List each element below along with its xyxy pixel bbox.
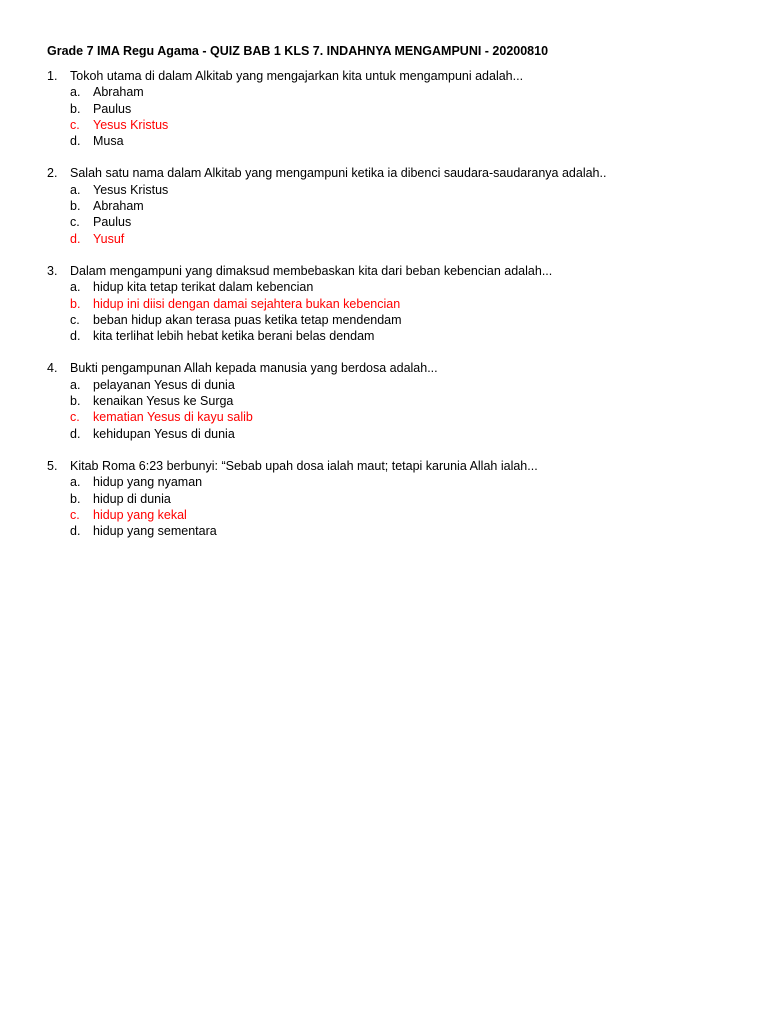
option-letter: c. xyxy=(70,117,80,132)
option-d xyxy=(47,426,737,442)
question-number: 1. xyxy=(47,69,58,83)
option-b xyxy=(47,393,737,409)
question-row xyxy=(47,165,737,181)
question-row xyxy=(47,263,737,279)
option-letter: b. xyxy=(70,296,81,311)
option-c xyxy=(47,507,737,523)
option-text: hidup di dunia xyxy=(93,491,171,506)
question-1 xyxy=(47,68,737,149)
question-number: 3. xyxy=(47,263,58,278)
question-text: Dalam mengampuni yang dimaksud membebaskan kita dari beban kebencian adalah... xyxy=(70,263,553,278)
document-page xyxy=(47,42,737,555)
question-3 xyxy=(47,263,737,344)
option-text: Yusuf xyxy=(93,231,125,246)
option-text: kita terlihat lebih hebat ketika berani belas dendam xyxy=(93,329,375,344)
question-text: Bukti pengampunan Allah kepada manusia yang berdosa adalah... xyxy=(70,361,438,376)
option-letter: d. xyxy=(70,231,81,246)
option-b xyxy=(47,198,737,214)
question-4 xyxy=(47,360,737,441)
option-b xyxy=(47,491,737,507)
option-c xyxy=(47,409,737,425)
option-text: hidup kita tetap terikat dalam kebencian xyxy=(93,280,314,295)
question-text: Salah satu nama dalam Alkitab yang mengampuni ketika ia dibenci saudara-saudaranya adalah.. xyxy=(70,166,607,181)
option-d xyxy=(47,523,737,539)
option-text: Abraham xyxy=(93,199,144,214)
option-c xyxy=(47,312,737,328)
option-letter: c. xyxy=(70,215,80,230)
option-letter: d. xyxy=(70,329,81,344)
option-letter: b. xyxy=(70,491,81,506)
option-text: hidup yang nyaman xyxy=(93,475,203,490)
option-text: hidup yang kekal xyxy=(93,507,187,522)
option-text: Paulus xyxy=(93,101,132,116)
option-letter: c. xyxy=(70,312,80,327)
option-letter: a. xyxy=(70,280,81,295)
option-letter: b. xyxy=(70,199,81,214)
option-d xyxy=(47,133,737,149)
option-letter: c. xyxy=(70,507,80,522)
option-letter: c. xyxy=(70,410,80,425)
option-text: kenaikan Yesus ke Surga xyxy=(93,394,234,409)
option-text: pelayanan Yesus di dunia xyxy=(93,377,235,392)
option-text: Paulus xyxy=(93,215,132,230)
option-letter: d. xyxy=(70,426,81,441)
option-a xyxy=(47,279,737,295)
document-title: Grade 7 IMA Regu Agama - QUIZ BAB 1 KLS 7. INDAHNYA MENGAMPUNI - 20200810 xyxy=(47,44,549,58)
question-text: Kitab Roma 6:23 berbunyi: “Sebab upah dosa ialah maut; tetapi karunia Allah ialah... xyxy=(70,458,538,473)
option-text: hidup yang sementara xyxy=(93,524,217,539)
option-a xyxy=(47,377,737,393)
question-row xyxy=(47,360,737,376)
option-text: kehidupan Yesus di dunia xyxy=(93,426,235,441)
option-letter: d. xyxy=(70,134,81,149)
question-text: Tokoh utama di dalam Alkitab yang mengajarkan kita untuk mengampuni adalah... xyxy=(70,69,524,83)
option-letter: b. xyxy=(70,394,81,409)
option-text: Yesus Kristus xyxy=(93,117,169,132)
option-text: hidup ini diisi dengan damai sejahtera bukan kebencian xyxy=(93,296,401,311)
question-row xyxy=(47,68,737,84)
option-d xyxy=(47,231,737,247)
question-number: 4. xyxy=(47,361,58,376)
option-a xyxy=(47,84,737,100)
option-text: Yesus Kristus xyxy=(93,182,169,197)
option-letter: a. xyxy=(70,377,81,392)
option-d xyxy=(47,328,737,344)
option-text: kematian Yesus di kayu salib xyxy=(93,410,253,425)
question-number: 5. xyxy=(47,458,58,473)
option-text: Musa xyxy=(93,134,124,149)
option-text: Abraham xyxy=(93,85,144,100)
option-c xyxy=(47,117,737,133)
question-row xyxy=(47,458,737,474)
option-letter: a. xyxy=(70,475,81,490)
option-text: beban hidup akan terasa puas ketika tetap mendendam xyxy=(93,312,402,327)
option-letter: a. xyxy=(70,85,81,100)
option-a xyxy=(47,474,737,490)
option-a xyxy=(47,182,737,198)
option-b xyxy=(47,101,737,117)
question-2 xyxy=(47,165,737,246)
question-5 xyxy=(47,458,737,539)
option-letter: d. xyxy=(70,524,81,539)
option-c xyxy=(47,214,737,230)
option-letter: a. xyxy=(70,182,81,197)
option-letter: b. xyxy=(70,101,81,116)
option-b xyxy=(47,296,737,312)
question-number: 2. xyxy=(47,166,58,181)
